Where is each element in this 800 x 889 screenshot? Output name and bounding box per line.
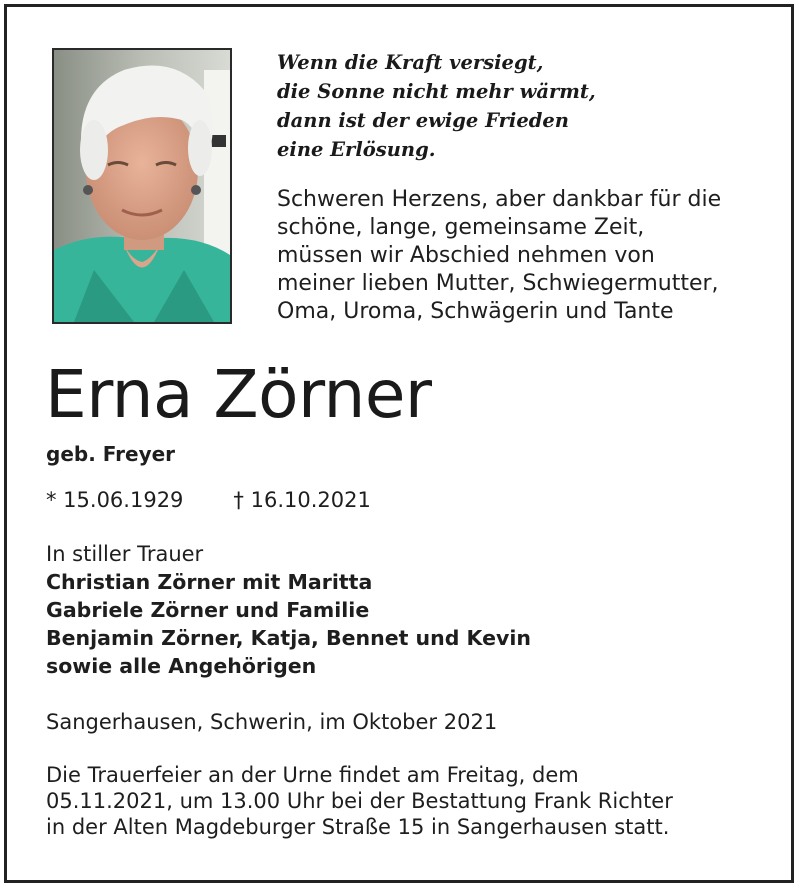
- intro-text: [277, 186, 721, 326]
- poem: [277, 48, 596, 164]
- ceremony-line: 05.11.2021, um 13.00 Uhr bei der Bestattung Frank Richter: [46, 789, 673, 813]
- death-date: † 16.10.2021: [233, 488, 371, 512]
- portrait-photo: [52, 48, 232, 324]
- intro-line: Schweren Herzens, aber dankbar für die: [277, 187, 722, 212]
- mourners: [46, 540, 531, 680]
- life-dates: [46, 486, 371, 514]
- poem-line: eine Erlösung.: [277, 138, 436, 161]
- ceremony-line: Die Trauerfeier an der Urne findet am Freitag, dem: [46, 763, 579, 787]
- ceremony-info: [46, 762, 673, 840]
- mourner-name: sowie alle Angehörigen: [46, 654, 317, 678]
- poem-line: dann ist der ewige Frieden: [277, 109, 569, 132]
- intro-line: meiner lieben Mutter, Schwiegermutter,: [277, 271, 719, 296]
- place-and-date: Sangerhausen, Schwerin, im Oktober 2021: [46, 710, 498, 734]
- intro-line: Oma, Uroma, Schwägerin und Tante: [277, 299, 674, 324]
- mourner-name: Christian Zörner mit Maritta: [46, 570, 373, 594]
- deceased-name: Erna Zörner: [45, 356, 432, 433]
- intro-line: schöne, lange, gemeinsame Zeit,: [277, 215, 645, 240]
- poem-line: die Sonne nicht mehr wärmt,: [277, 80, 596, 103]
- mourner-name: Gabriele Zörner und Familie: [46, 598, 370, 622]
- poem-line: Wenn die Kraft versiegt,: [277, 51, 544, 74]
- mourners-intro: In stiller Trauer: [46, 542, 204, 566]
- portrait-illustration: [54, 50, 230, 322]
- intro-line: müssen wir Abschied nehmen von: [277, 243, 655, 268]
- mourner-name: Benjamin Zörner, Katja, Bennet und Kevin: [46, 626, 531, 650]
- maiden-name: geb. Freyer: [46, 442, 176, 466]
- ceremony-line: in der Alten Magdeburger Straße 15 in Sangerhausen statt.: [46, 815, 670, 839]
- birth-date: * 15.06.1929: [46, 488, 184, 512]
